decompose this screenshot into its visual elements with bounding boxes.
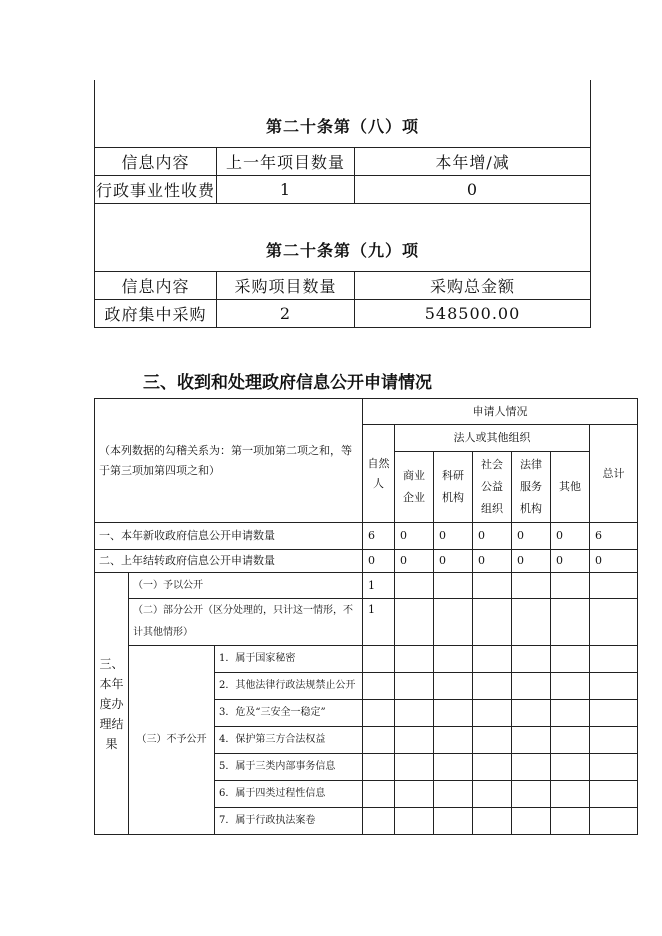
row-label: （三）不予公开 [129, 646, 215, 835]
sec8-header-count: 上一年项目数量 [217, 148, 355, 176]
cell: 0 [363, 550, 395, 573]
sec9-header-amount: 采购总金额 [355, 272, 591, 300]
cell: 0 [551, 550, 590, 573]
cell: 0 [434, 550, 473, 573]
reconciliation-note: （本列数据的勾稽关系为：第一项加第二项之和，等于第三项加第四项之和） [95, 399, 363, 523]
applicant-header: 申请人情况 [363, 399, 638, 425]
cell: 0 [395, 550, 434, 573]
row-label: 2．其他法律行政法规禁止公开 [215, 673, 363, 700]
sec9-row-amount: 548500.00 [355, 300, 591, 328]
total-header: 总计 [590, 425, 638, 523]
row-label: （一）予以公开 [129, 573, 363, 599]
sec8-row-label: 行政事业性收费 [95, 176, 217, 204]
legal-entity-header: 法人或其他组织 [395, 425, 590, 452]
cell: 0 [512, 523, 551, 550]
table-row [95, 573, 638, 599]
natural-person-header: 自然人 [363, 425, 395, 523]
sec8-header-change: 本年增/减 [355, 148, 591, 176]
section-9-title: 第二十条第（九）项 [95, 204, 591, 272]
row-label: 4．保护第三方合法权益 [215, 727, 363, 754]
cell: 0 [473, 550, 512, 573]
other-header: 其他 [551, 452, 590, 523]
sec9-header-content: 信息内容 [95, 272, 217, 300]
row-label: 5．属于三类内部事务信息 [215, 754, 363, 781]
row-label: （二）部分公开（区分处理的，只计这一情形，不计其他情形） [129, 599, 363, 646]
ngo-header: 社会公益组织 [473, 452, 512, 523]
row-label: 7．属于行政执法案卷 [215, 808, 363, 835]
cell: 6 [363, 523, 395, 550]
cell: 0 [434, 523, 473, 550]
sec8-row-change: 0 [355, 176, 591, 204]
result-label: 三、本年度办理结果 [95, 573, 129, 835]
cell: 0 [473, 523, 512, 550]
application-table [94, 398, 638, 835]
table-row [95, 599, 638, 646]
cell: 1 [363, 599, 395, 646]
cell: 1 [363, 573, 395, 599]
business-header: 商业企业 [395, 452, 434, 523]
research-header: 科研机构 [434, 452, 473, 523]
table-row [95, 646, 638, 673]
cell: 0 [590, 550, 638, 573]
row-label: 3．危及“三安全一稳定” [215, 700, 363, 727]
sec9-header-count: 采购项目数量 [217, 272, 355, 300]
sec8-row-count: 1 [217, 176, 355, 204]
sec9-row-label: 政府集中采购 [95, 300, 217, 328]
row-label: 6．属于四类过程性信息 [215, 781, 363, 808]
table-row [95, 550, 638, 573]
table-row [95, 523, 638, 550]
sec9-row-count: 2 [217, 300, 355, 328]
sec8-header-content: 信息内容 [95, 148, 217, 176]
cell: 0 [395, 523, 434, 550]
section-8-title: 第二十条第（八）项 [95, 80, 591, 148]
row-label: 二、上年结转政府信息公开申请数量 [95, 550, 363, 573]
disclosure-table-article20 [94, 80, 591, 328]
cell: 0 [512, 550, 551, 573]
cell: 6 [590, 523, 638, 550]
cell: 0 [551, 523, 590, 550]
legal-service-header: 法律服务机构 [512, 452, 551, 523]
row-label: 一、本年新收政府信息公开申请数量 [95, 523, 363, 550]
row-label: 1．属于国家秘密 [215, 646, 363, 673]
section-3-title: 三、收到和处理政府信息公开申请情况 [143, 373, 432, 393]
